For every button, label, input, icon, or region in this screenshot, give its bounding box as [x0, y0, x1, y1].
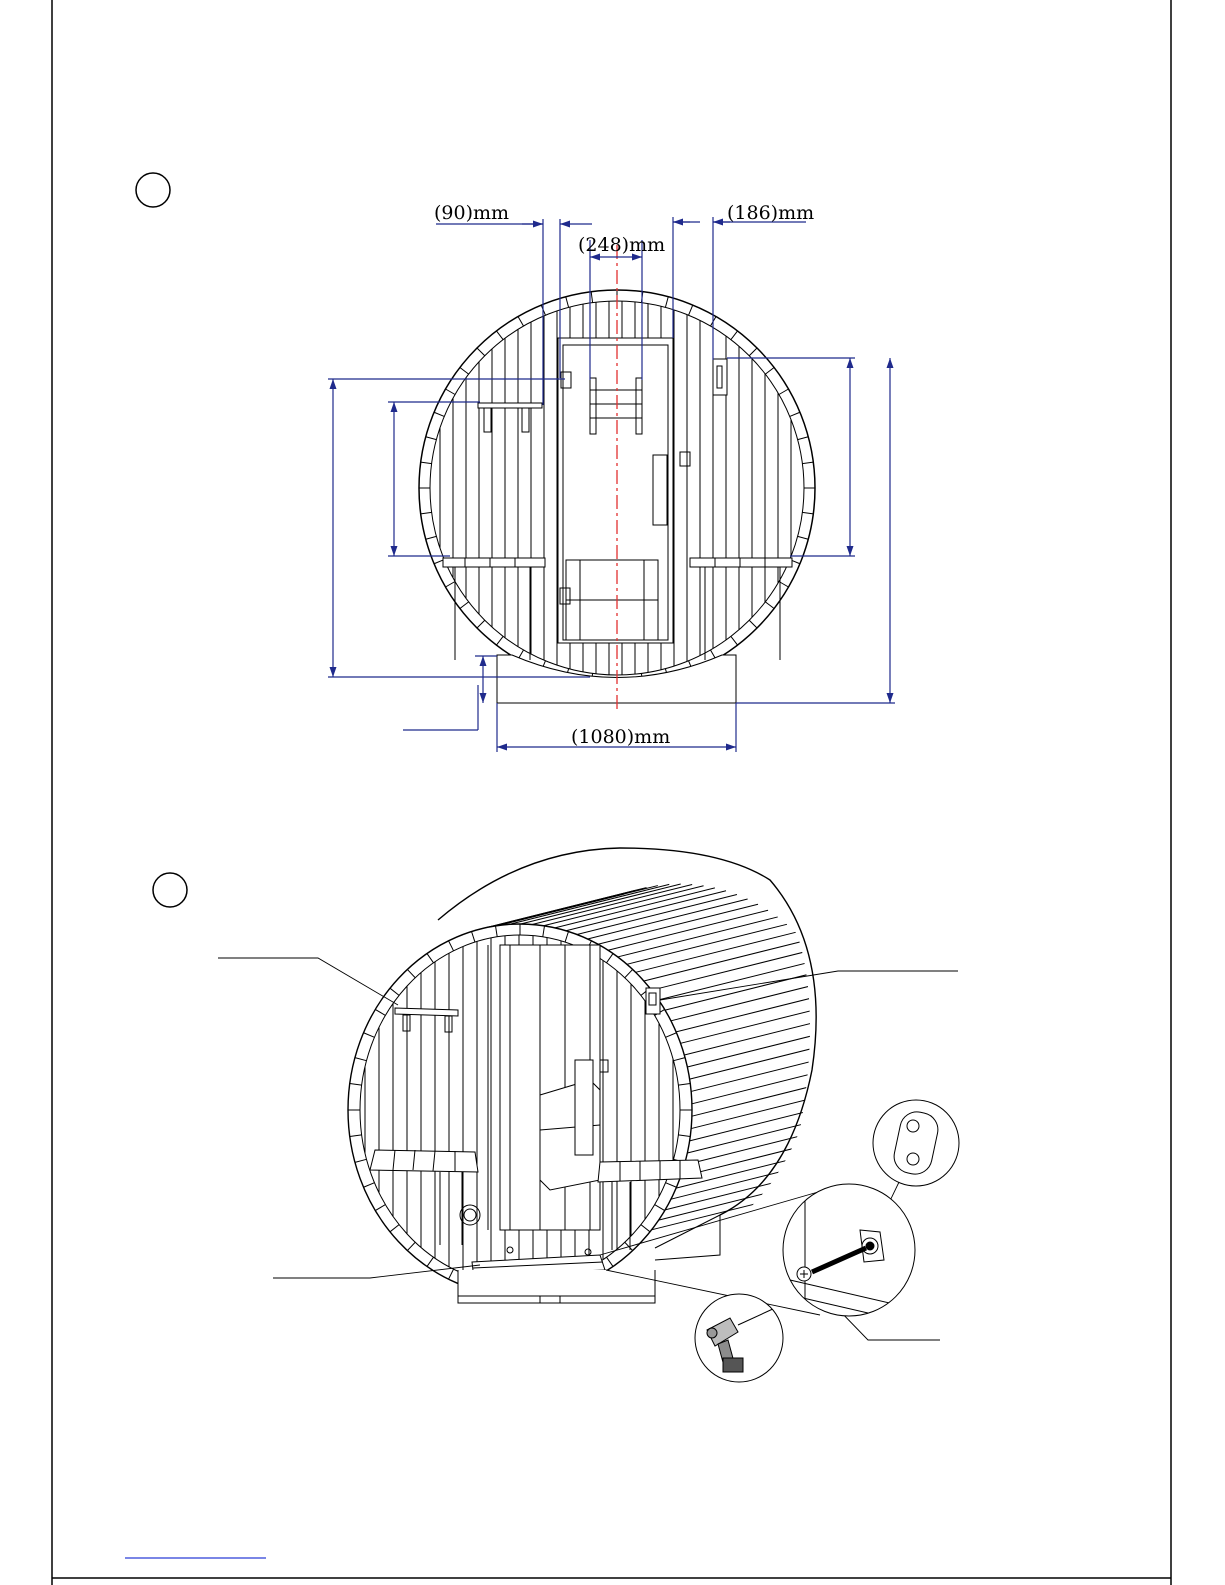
shell-slat — [681, 1137, 841, 1177]
bench-right — [690, 558, 792, 660]
shell-slat — [665, 970, 825, 1010]
shell-slat — [671, 981, 831, 1021]
shell-slat — [627, 924, 787, 964]
ring-joint — [591, 292, 592, 303]
ring-joint — [749, 348, 757, 356]
ring-joint — [496, 331, 503, 340]
ring-joint — [446, 389, 456, 395]
ring-joint — [518, 317, 524, 327]
sauna-perspective-view — [348, 848, 852, 1303]
shell-slat — [690, 1101, 850, 1141]
shell-slat — [487, 888, 647, 928]
shell-slat — [521, 884, 681, 924]
thermometer — [713, 359, 727, 395]
dim-left-gap: (90)mm — [434, 202, 510, 224]
ring-joint — [460, 602, 469, 609]
shell-slat — [644, 941, 804, 981]
ring-joint — [421, 462, 432, 463]
detail-bolt — [783, 1180, 920, 1325]
ring-joint — [765, 602, 774, 609]
ring-joint — [426, 437, 437, 440]
ring-joint — [798, 437, 809, 440]
shell-slat — [691, 1089, 851, 1129]
ring-joint — [689, 305, 693, 315]
ring-joint — [731, 636, 738, 645]
shell-slat — [690, 1039, 850, 1079]
shell-slat — [652, 950, 812, 990]
ring-joint — [566, 297, 569, 308]
dim-right-gap: (186)mm — [727, 202, 815, 224]
ring-joint — [496, 636, 503, 645]
drill-icon — [695, 1294, 783, 1382]
detail-bracket — [873, 1100, 959, 1186]
ring-joint — [779, 389, 789, 395]
ring-joint — [477, 348, 485, 356]
shell-slat — [509, 884, 669, 924]
shell-slat — [618, 917, 778, 957]
ring-joint — [426, 536, 437, 539]
shell-slat — [577, 894, 737, 934]
bench-left — [443, 558, 545, 660]
ring-joint — [765, 367, 774, 374]
shell-slat — [676, 992, 836, 1032]
ring-joint — [421, 512, 432, 513]
shell-slat — [684, 1015, 844, 1055]
shell-slat — [692, 1076, 852, 1116]
ring-joint — [749, 620, 757, 628]
dim-center-gap: (248)mm — [578, 234, 666, 256]
shell-slat — [684, 1125, 844, 1165]
shell-slat — [598, 904, 758, 944]
ring-joint — [460, 367, 469, 374]
step-marker-1 — [136, 173, 170, 207]
heater-box — [560, 560, 658, 640]
ring-joint — [802, 512, 813, 513]
shell-slat — [636, 932, 796, 972]
shell-slat — [608, 910, 768, 950]
shell-slat — [687, 1113, 847, 1153]
ring-joint — [798, 536, 809, 539]
ring-joint — [802, 462, 813, 463]
wall-hook-shelf — [478, 403, 542, 432]
shell-slat — [687, 1027, 847, 1067]
light-switch — [646, 988, 660, 1014]
shell-slat — [692, 1064, 852, 1104]
ring-joint — [790, 412, 800, 416]
step-marker-2 — [153, 873, 187, 907]
ring-joint — [731, 331, 738, 340]
shell-slat — [555, 888, 715, 928]
shell-slat — [544, 886, 704, 926]
dim-base-width: (1080)mm — [571, 726, 671, 748]
shell-slat — [659, 960, 819, 1000]
ring-joint — [665, 297, 668, 308]
shell-slat — [652, 1190, 812, 1230]
shell-slat — [498, 886, 658, 926]
shell-slat — [691, 1051, 851, 1091]
ring-joint — [434, 412, 444, 416]
ring-joint — [477, 620, 485, 628]
ring-joint — [446, 582, 456, 588]
